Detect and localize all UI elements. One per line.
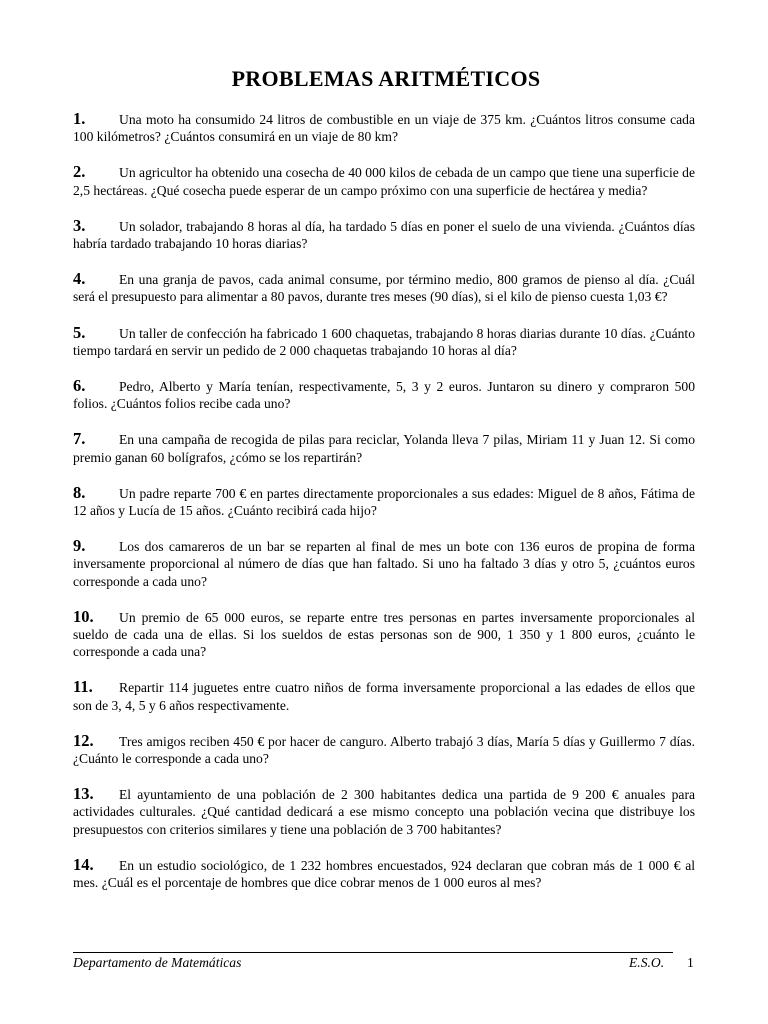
problem-text: Pedro, Alberto y María tenían, respectivamente, 5, 3 y 2 euros. Juntaron su dinero y compraron 500 folios. ¿Cuántos folios recibe cada uno? (73, 379, 695, 412)
problem-text: Repartir 114 juguetes entre cuatro niños de forma inversamente proporcional a las edades de ellos que son de 3, 4, 5 y 6 años respectivamente. (73, 680, 695, 713)
problem-item (73, 110, 695, 145)
problem-number: 6. (73, 376, 86, 396)
problem-item (73, 270, 695, 305)
problem-text: Tres amigos reciben 450 € por hacer de canguro. Alberto trabajó 3 días, María 5 días y Guillermo 7 días. ¿Cuánto le corresponde a cada uno? (73, 733, 695, 767)
problem-item (73, 430, 695, 465)
problem-item (73, 732, 695, 767)
problem-text: Un premio de 65 000 euros, se reparte entre tres personas en partes inversamente proporcionales al sueldo de cada una de ellas. Si los sueldos de estas personas son de 900, 1 350 y 1 800 euros, ¿cuánto le corresponde a cada una? (73, 609, 695, 660)
document-page (73, 66, 695, 909)
problem-text: Un taller de confección ha fabricado 1 600 chaquetas, trabajando 8 horas diarias durante 10 días. ¿Cuánto tiempo tardará en servir un pedido de 2 000 chaquetas trabajando 10 horas al día? (73, 325, 695, 358)
problem-text: Los dos camareros de un bar se reparten al final de mes un bote con 136 euros de propina de forma inversamente proporcional al número de días que han faltado. Si uno ha faltado 3 días y otro 5, ¿cuántos euros corresponde a cada uno? (73, 539, 695, 589)
problem-number: 13. (73, 784, 94, 804)
problem-item (73, 163, 695, 198)
problem-number: 4. (73, 269, 86, 289)
problem-item (73, 785, 695, 838)
problem-number: 5. (73, 322, 86, 342)
problem-text: Un agricultor ha obtenido una cosecha de 40 000 kilos de cebada de un campo que tiene una superficie de 2,5 hectáreas. ¿Qué cosecha puede esperar de un campo próximo con una superficie de hectárea y media? (73, 165, 695, 198)
problem-number: 9. (73, 536, 86, 556)
problem-text: En una granja de pavos, cada animal consume, por término medio, 800 gramos de pienso al día. ¿Cuál será el presupuesto para alimentar a 80 pavos, durante tres meses (90 días), si el kilo de pienso cuesta 1,03 €? (73, 272, 695, 305)
problem-text: Un solador, trabajando 8 horas al día, ha tardado 5 días en poner el suelo de una vivienda. ¿Cuántos días habría tardado trabajando 10 horas diarias? (73, 218, 695, 252)
problem-number: 3. (73, 215, 86, 235)
problem-number: 7. (73, 429, 86, 449)
footer-department: Departamento de Matemáticas (73, 955, 242, 970)
problem-text: En un estudio sociológico, de 1 232 hombres encuestados, 924 declaran que cobran más de 1 000 € al mes. ¿Cuál es el porcentaje de hombres que dice cobrar menos de 1 000 euros al mes? (73, 857, 695, 891)
page-title: PROBLEMAS ARITMÉTICOS (231, 66, 541, 91)
page-number: 1 (687, 955, 694, 970)
problem-text: En una campaña de recogida de pilas para reciclar, Yolanda lleva 7 pilas, Miriam 11 y Juan 12. Si como premio ganan 60 bolígrafos, ¿cómo se los repartirán? (73, 432, 695, 465)
problem-number: 12. (73, 730, 94, 750)
problem-item (73, 377, 695, 412)
problem-number: 11. (73, 677, 93, 697)
problem-number: 14. (73, 854, 94, 874)
problem-text: Un padre reparte 700 € en partes directamente proporcionales a sus edades: Miguel de 8 años, Fátima de 12 años y Lucía de 15 años. ¿Cuánto recibirá cada hijo? (73, 485, 695, 519)
problem-item (73, 537, 695, 590)
problem-item (73, 324, 695, 359)
problem-text: Una moto ha consumido 24 litros de combustible en un viaje de 375 km. ¿Cuántos litros consume cada 100 kilómetros? ¿Cuántos consumirá en un viaje de 80 km? (73, 112, 695, 145)
problem-item (73, 484, 695, 519)
footer-level: E.S.O. (629, 955, 665, 970)
problem-item (73, 856, 695, 891)
problem-number: 2. (73, 162, 86, 182)
problem-item (73, 608, 695, 661)
problem-number: 10. (73, 606, 94, 626)
problem-number: 1. (73, 109, 86, 128)
problem-text: El ayuntamiento de una población de 2 300 habitantes dedica una partida de 9 200 € anuales para actividades culturales. ¿Qué cantidad dedicará a ese mismo concepto una población vecina que distribuye los presupuestos con criterios similares y tiene una población de 3 700 habitantes? (73, 787, 695, 837)
footer-divider (73, 952, 673, 953)
problem-item (73, 678, 695, 713)
problem-item (73, 217, 695, 252)
problem-number: 8. (73, 482, 86, 502)
